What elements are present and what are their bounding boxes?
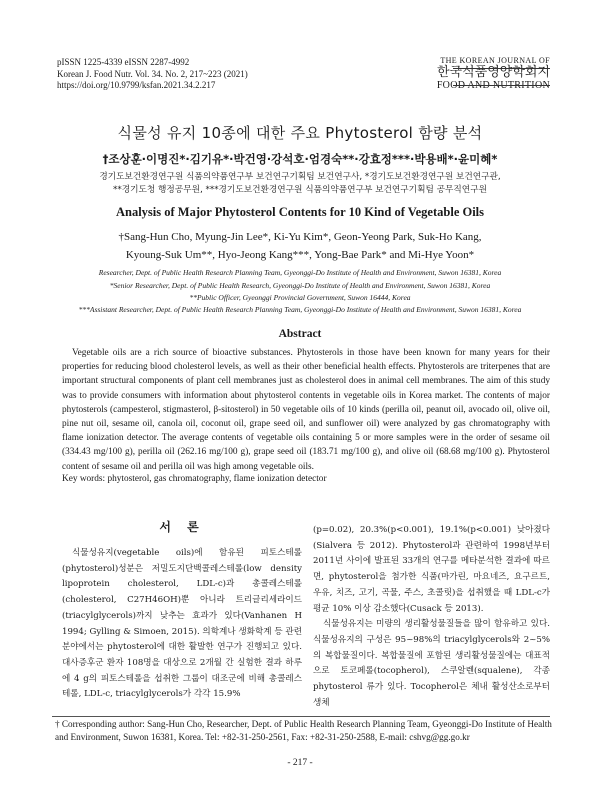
section-heading-introduction: 서 론 [159,520,205,534]
abstract-text: Vegetable oils are a rich source of bioactive substances. Phytosterols in those have been known for many years for their properties for reducing blood cholesterol levels, as well as their other beneficial health effects. Phytosterols are triterpenes that are important structural components of plant cell membranes just as cholesterol does in animal cell membranes. The aim of this study was to provide consumers with information about phytosterol contents in vegetable oils in Korea market. The contents of major phytosterols (campesterol, stigmasterol, β-sitosterol) in 50 vegetable oils of 10 kinds (perilla oil, peanut oil, avocado oil, olive oil, pine nut oil, sesame oil, canola oil, coconut oil, grape seed oil, and sunflower oil) were analyzed by gas chromatography with flame ionization detector. The average contents of vegetable oils containing 5 or more samples were in the order of sesame oil (334.43 mg/100 g), perilla oil (262.16 mg/100 g), grape seed oil (183.71 mg/100 g), and olive oil (68.68 mg/100 g). Phytosterol content of sesame oil and perilla oil was high among vegetable oils. [62,348,550,472]
journal-name-bottom: FOOD AND NUTRITION [436,80,550,91]
korean-affiliation-1: 경기도보건환경연구원 식품의약품연구부 보건연구기획팀 보건연구사, *경기도보건환경연구원 보건연구관, [99,172,501,182]
intro-paragraph-2: 식물성유지는 미량의 생리활성물질들을 많이 함유하고 있다. 식물성유지의 구성은 95~98%의 triacylglycerols와 2~5%의 복합물질이다. 복합물질에 포함된 생리활성물질에는 대표적으로 토코페롤(tocopherol), 스쿠알렌(squalene), 각종 phytosterol 류가 있다. Tocopherol은 체내 활성산소로부터 생체 [313,619,550,708]
english-affiliation-4: ***Assistant Researcher, Dept. of Public Health Research Planning Team, Gyeonggi-Do Institute of Health and Environment, Suwon 16381, Korea [78,305,522,314]
masthead-rule-top [453,68,550,69]
korean-title: 식물성 유지 10종에 대한 주요 Phytosterol 함량 분석 [117,124,483,142]
english-affiliation-1: Researcher, Dept. of Public Health Research Planning Team, Gyeonggi-Do Institute of Health and Environment, Suwon 16381, Korea [98,268,502,277]
left-column [62,546,302,703]
keywords: Key words: phytosterol, gas chromatography, flame ionization detector [62,474,327,484]
doi-link[interactable]: https://doi.org/10.9799/ksfan.2021.34.2.217 [57,80,216,90]
intro-paragraph-1: 식물성유지(vegetable oils)에 함유된 피토스테롤(phytosterol)성분은 저밀도지단백콜레스테롤(low density lipoprotein cholesterol, LDL-c)과 총콜레스테롤(cholesterol, C27H46OH)뿐 아니라 트리글리세라이드(triacylglycerols)까지 낮추는 효과가 있다(Vanhanen H 1994; Gylling & Simoen, 2015). 의학계나 생화학계 등 관련 분야에서는 phytosterol에 대한 활발한 연구가 진행되고 있다. 대사증후군 환자 108명을 대상으로 2개월 간 실험한 결과 하루에 4 g의 피토스테롤을 섭취한 그룹이 대조군에 비해 총콜레스테롤, LDL-c, triacylglycerols가 각각 15.9% [62,548,302,700]
page-number: - 217 - [287,758,313,768]
abstract-heading: Abstract [278,328,322,340]
english-affiliation-3: **Public Officer, Gyeonggi Provincial Government, Suwon 16444, Korea [189,293,411,302]
journal-name-top: THE KOREAN JOURNAL OF [440,56,550,65]
english-affiliation-2: *Senior Researcher, Dept. of Public Health Research, Gyeonggi-Do Institute of Health and Environment, Suwon 16381, Korea [109,281,491,290]
journal-name-korean: 한국식품영양학회지 [436,65,550,80]
citation-block [57,57,248,92]
english-title: Analysis of Major Phytosterol Contents for 10 Kind of Vegetable Oils [115,205,485,219]
korean-affiliation-2: **경기도청 행정공무원, ***경기도보건환경연구원 식품의약품연구부 보건연구기획팀 공무직연구원 [113,185,487,195]
english-authors-line-2: Kyoung-Suk Um**, Hyo-Jeong Kang***, Yong-Bae Park* and Mi-Hye Yoon* [125,249,475,261]
journal-citation: Korean J. Food Nutr. Vol. 34. No. 2, 217~223 (2021) [57,68,248,79]
right-column [313,523,550,711]
masthead-rule-bottom [453,85,550,86]
english-authors-line-1: †Sang-Hun Cho, Myung-Jin Lee*, Ki-Yu Kim*, Geon-Yeong Park, Suk-Ho Kang, [118,231,482,243]
issn: pISSN 1225-4339 eISSN 2287-4992 [57,57,190,67]
korean-authors: †조상훈·이명진*·김기유*·박건영·강석호·엄경숙**·강효정***·박용배*·윤미혜* [102,152,498,166]
intro-paragraph-1-continued: (p=0.02), 20.3%(p<0.001), 19.1%(p<0.001) 낮아졌다(Sialvera 등 2012). Phytosterol과 관련하여 1998년부터 2011년 사이에 발표된 33개의 연구를 메타분석한 결과에 따르면, phytosterol을 첨가한 식품(마가린, 마요네즈, 요구르트, 우유, 치즈, 고기, 곡물, 주스, 초콜릿)을 섭취했을 때 LDL-c가 평균 10% 이상 감소했다(Cusack 등 2013). [313,525,550,614]
footnote-rule [52,716,550,717]
corresponding-author-footnote: † Corresponding author: Sang-Hun Cho, Researcher, Dept. of Public Health Research Planning Team, Gyeonggi-Do Institute of Health and Environment, Suwon 16381, Korea. Tel: +82-31-250-2561, Fax: +82-31-250-2588, E-mail: cshvg@gg.go.kr [55,719,552,742]
